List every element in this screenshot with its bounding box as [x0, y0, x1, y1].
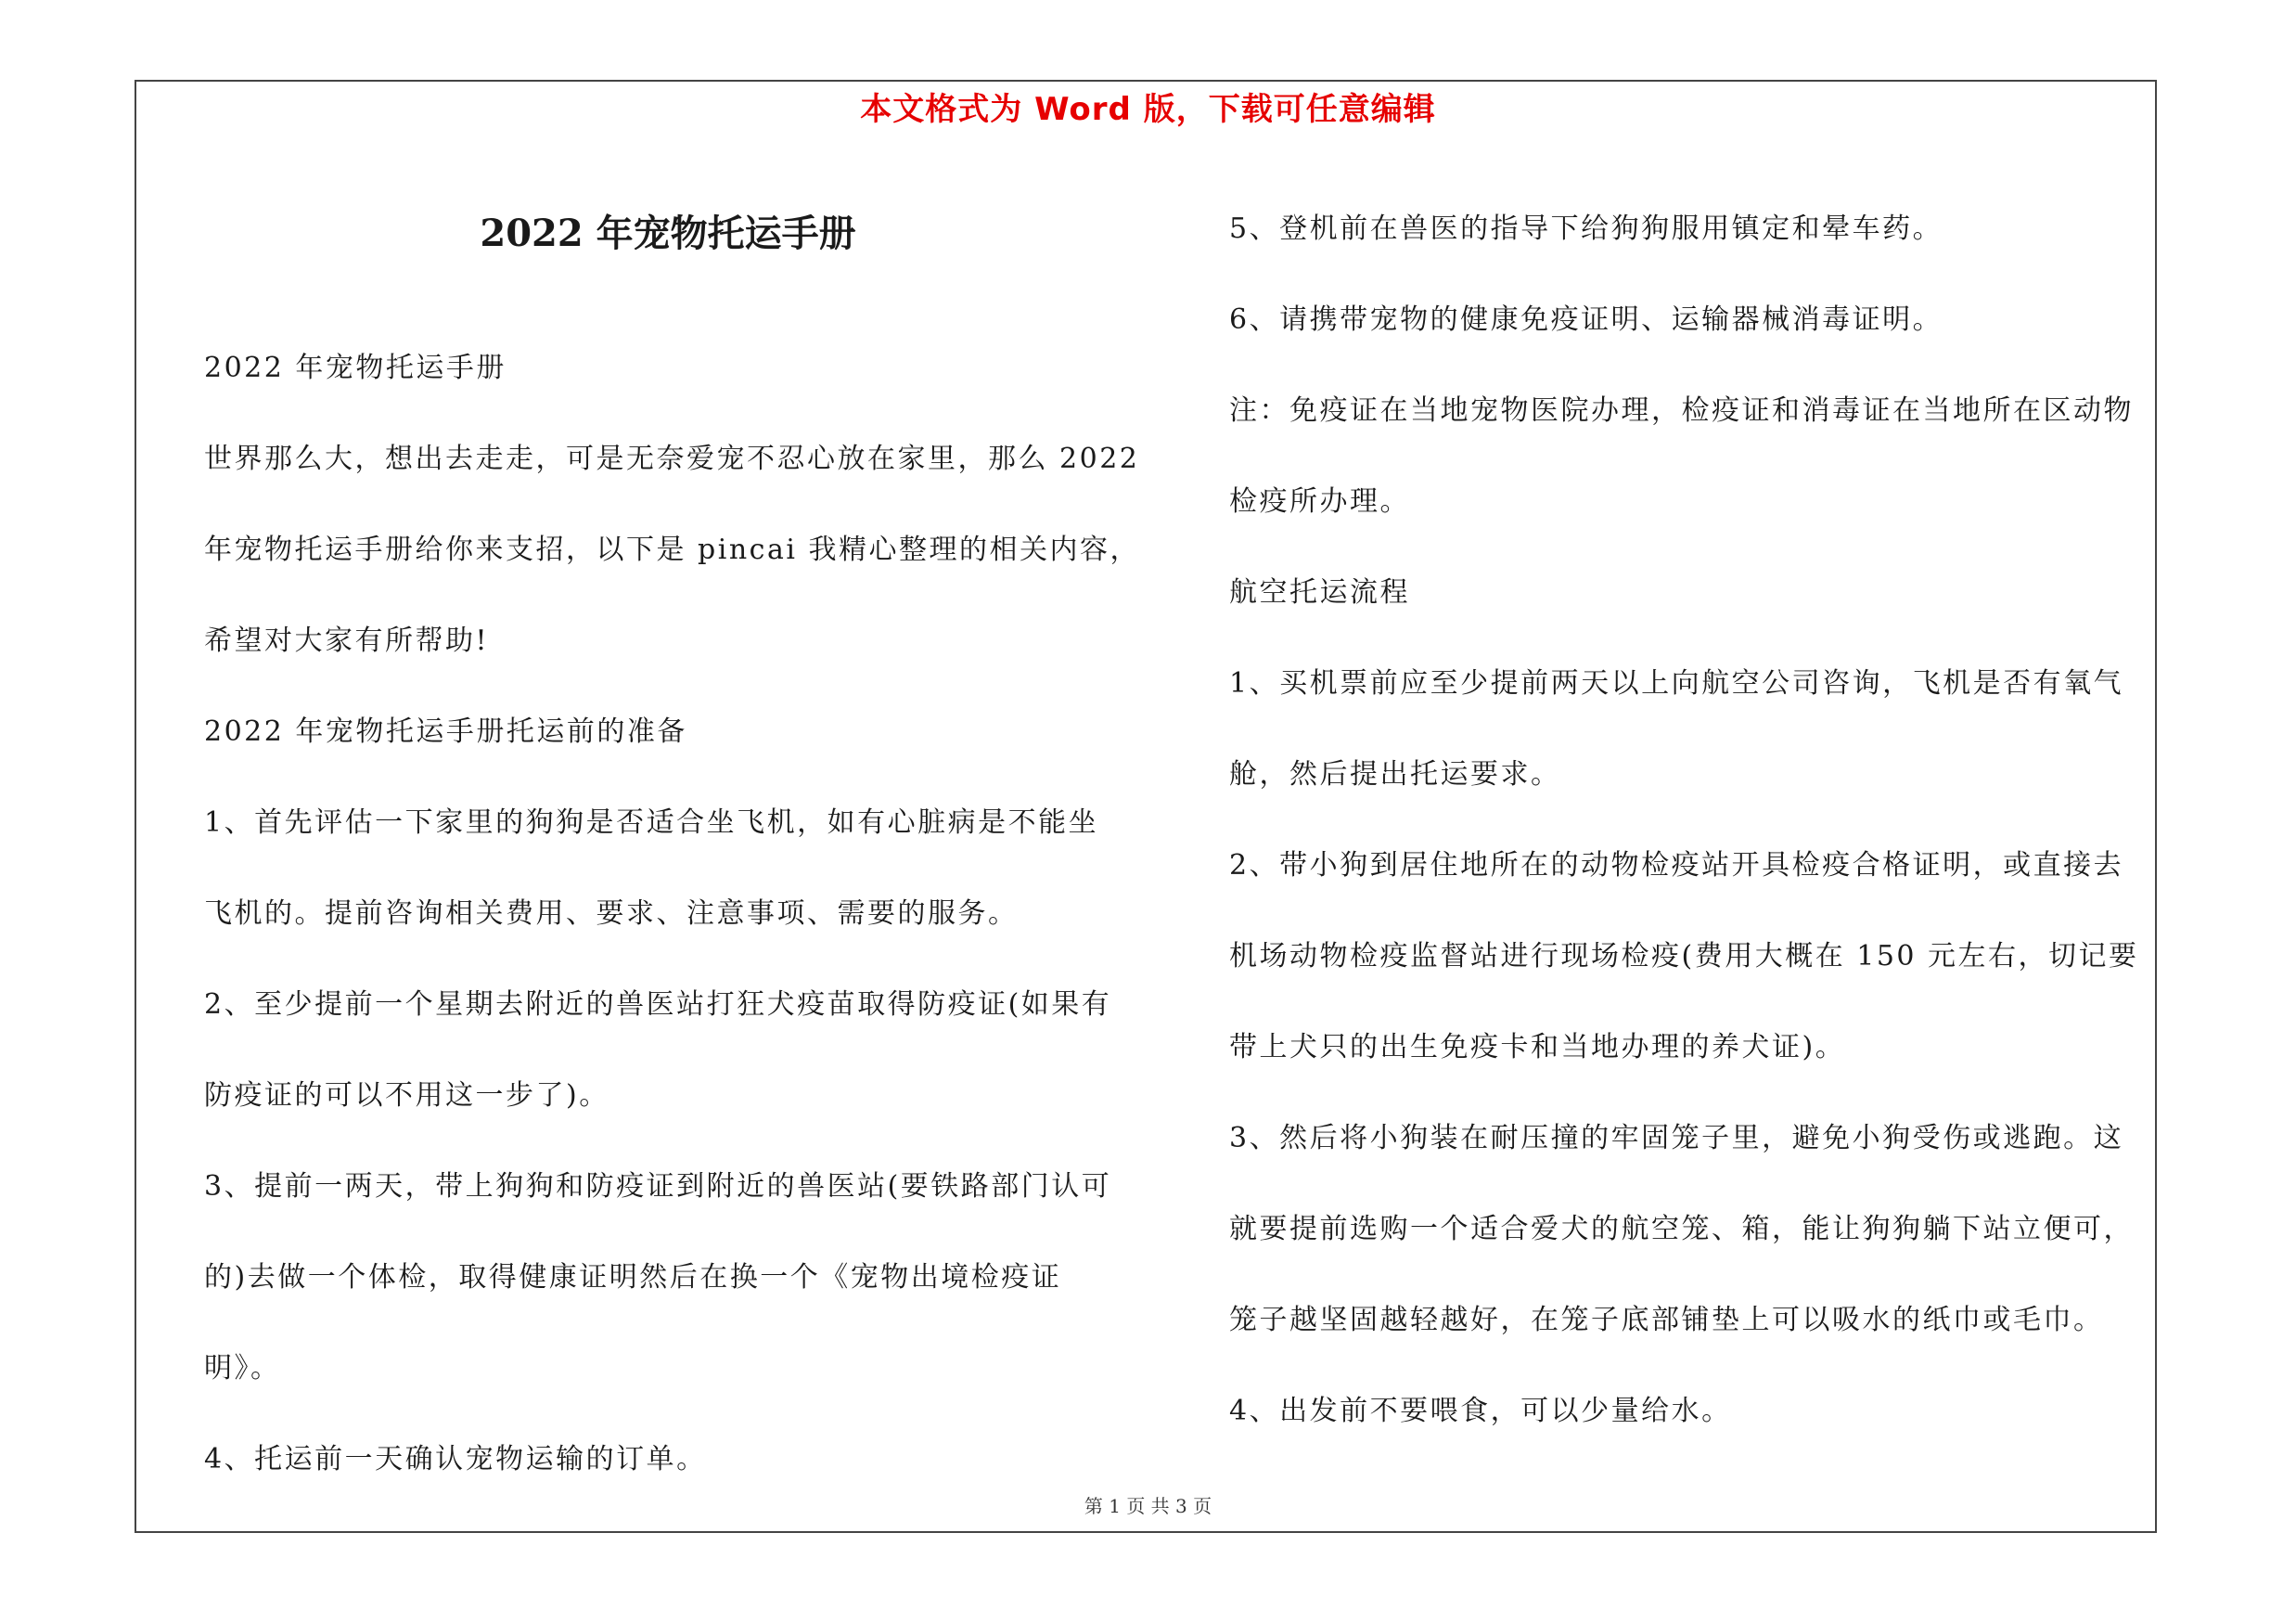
right-line-2: 6、请携带宠物的健康免疫证明、运输器械消毒证明。 — [1229, 303, 1943, 336]
right-line-9: 机场动物检疫监督站进行现场检疫(费用大概在 150 元左右，切记要 — [1229, 940, 2139, 973]
right-line-7: 舱，然后提出托运要求。 — [1229, 758, 1561, 791]
left-line-7: 飞机的。提前咨询相关费用、要求、注意事项、需要的服务。 — [204, 897, 1019, 930]
right-line-10: 带上犬只的出生免疫卡和当地办理的养犬证)。 — [1229, 1031, 1846, 1063]
right-line-5: 航空托运流程 — [1229, 576, 1410, 609]
left-column — [204, 323, 1150, 1505]
left-line-1: 2022 年宠物托运手册 — [204, 352, 507, 384]
left-line-5: 2022 年宠物托运手册托运前的准备 — [204, 715, 687, 748]
left-line-12: 明》。 — [204, 1352, 281, 1385]
right-line-8: 2、带小狗到居住地所在的动物检疫站开具检疫合格证明，或直接去 — [1229, 849, 2124, 882]
left-line-13: 4、托运前一天确认宠物运输的订单。 — [204, 1443, 707, 1475]
format-banner: 本文格式为 Word 版，下载可任意编辑 — [860, 91, 1436, 128]
right-line-4: 检疫所办理。 — [1229, 485, 1410, 518]
right-line-13: 笼子越坚固越轻越好，在笼子底部铺垫上可以吸水的纸巾或毛巾。 — [1229, 1304, 2104, 1336]
left-line-11: 的)去做一个体检，取得健康证明然后在换一个《宠物出境检疫证 — [204, 1261, 1062, 1294]
left-line-9: 防疫证的可以不用这一步了)。 — [204, 1079, 609, 1112]
left-line-3: 年宠物托运手册给你来支招，以下是 pincai 我精心整理的相关内容， — [204, 534, 1140, 566]
left-line-6: 1、首先评估一下家里的狗狗是否适合坐飞机，如有心脏病是不能坐 — [204, 806, 1099, 839]
right-column — [1229, 184, 2157, 1457]
left-line-10: 3、提前一两天，带上狗狗和防疫证到附近的兽医站(要铁路部门认可 — [204, 1170, 1112, 1203]
right-line-12: 就要提前选购一个适合爱犬的航空笼、箱，能让狗狗躺下站立便可， — [1229, 1213, 2134, 1245]
left-line-2: 世界那么大，想出去走走，可是无奈爱宠不忍心放在家里，那么 2022 — [204, 443, 1140, 475]
right-line-14: 4、出发前不要喂食，可以少量给水。 — [1229, 1395, 1732, 1427]
right-line-6: 1、买机票前应至少提前两天以上向航空公司咨询，飞机是否有氧气 — [1229, 667, 2124, 700]
document-title: 2022 年宠物托运手册 — [480, 212, 856, 255]
right-line-1: 5、登机前在兽医的指导下给狗狗服用镇定和晕车药。 — [1229, 213, 1943, 245]
right-line-11: 3、然后将小狗装在耐压撞的牢固笼子里，避免小狗受伤或逃跑。这 — [1229, 1122, 2124, 1154]
page-number: 第 1 页 共 3 页 — [1084, 1495, 1212, 1517]
right-line-3: 注：免疫证在当地宠物医院办理，检疫证和消毒证在当地所在区动物 — [1229, 394, 2134, 427]
left-line-4: 希望对大家有所帮助! — [204, 625, 490, 657]
left-line-8: 2、至少提前一个星期去附近的兽医站打狂犬疫苗取得防疫证(如果有 — [204, 988, 1112, 1021]
